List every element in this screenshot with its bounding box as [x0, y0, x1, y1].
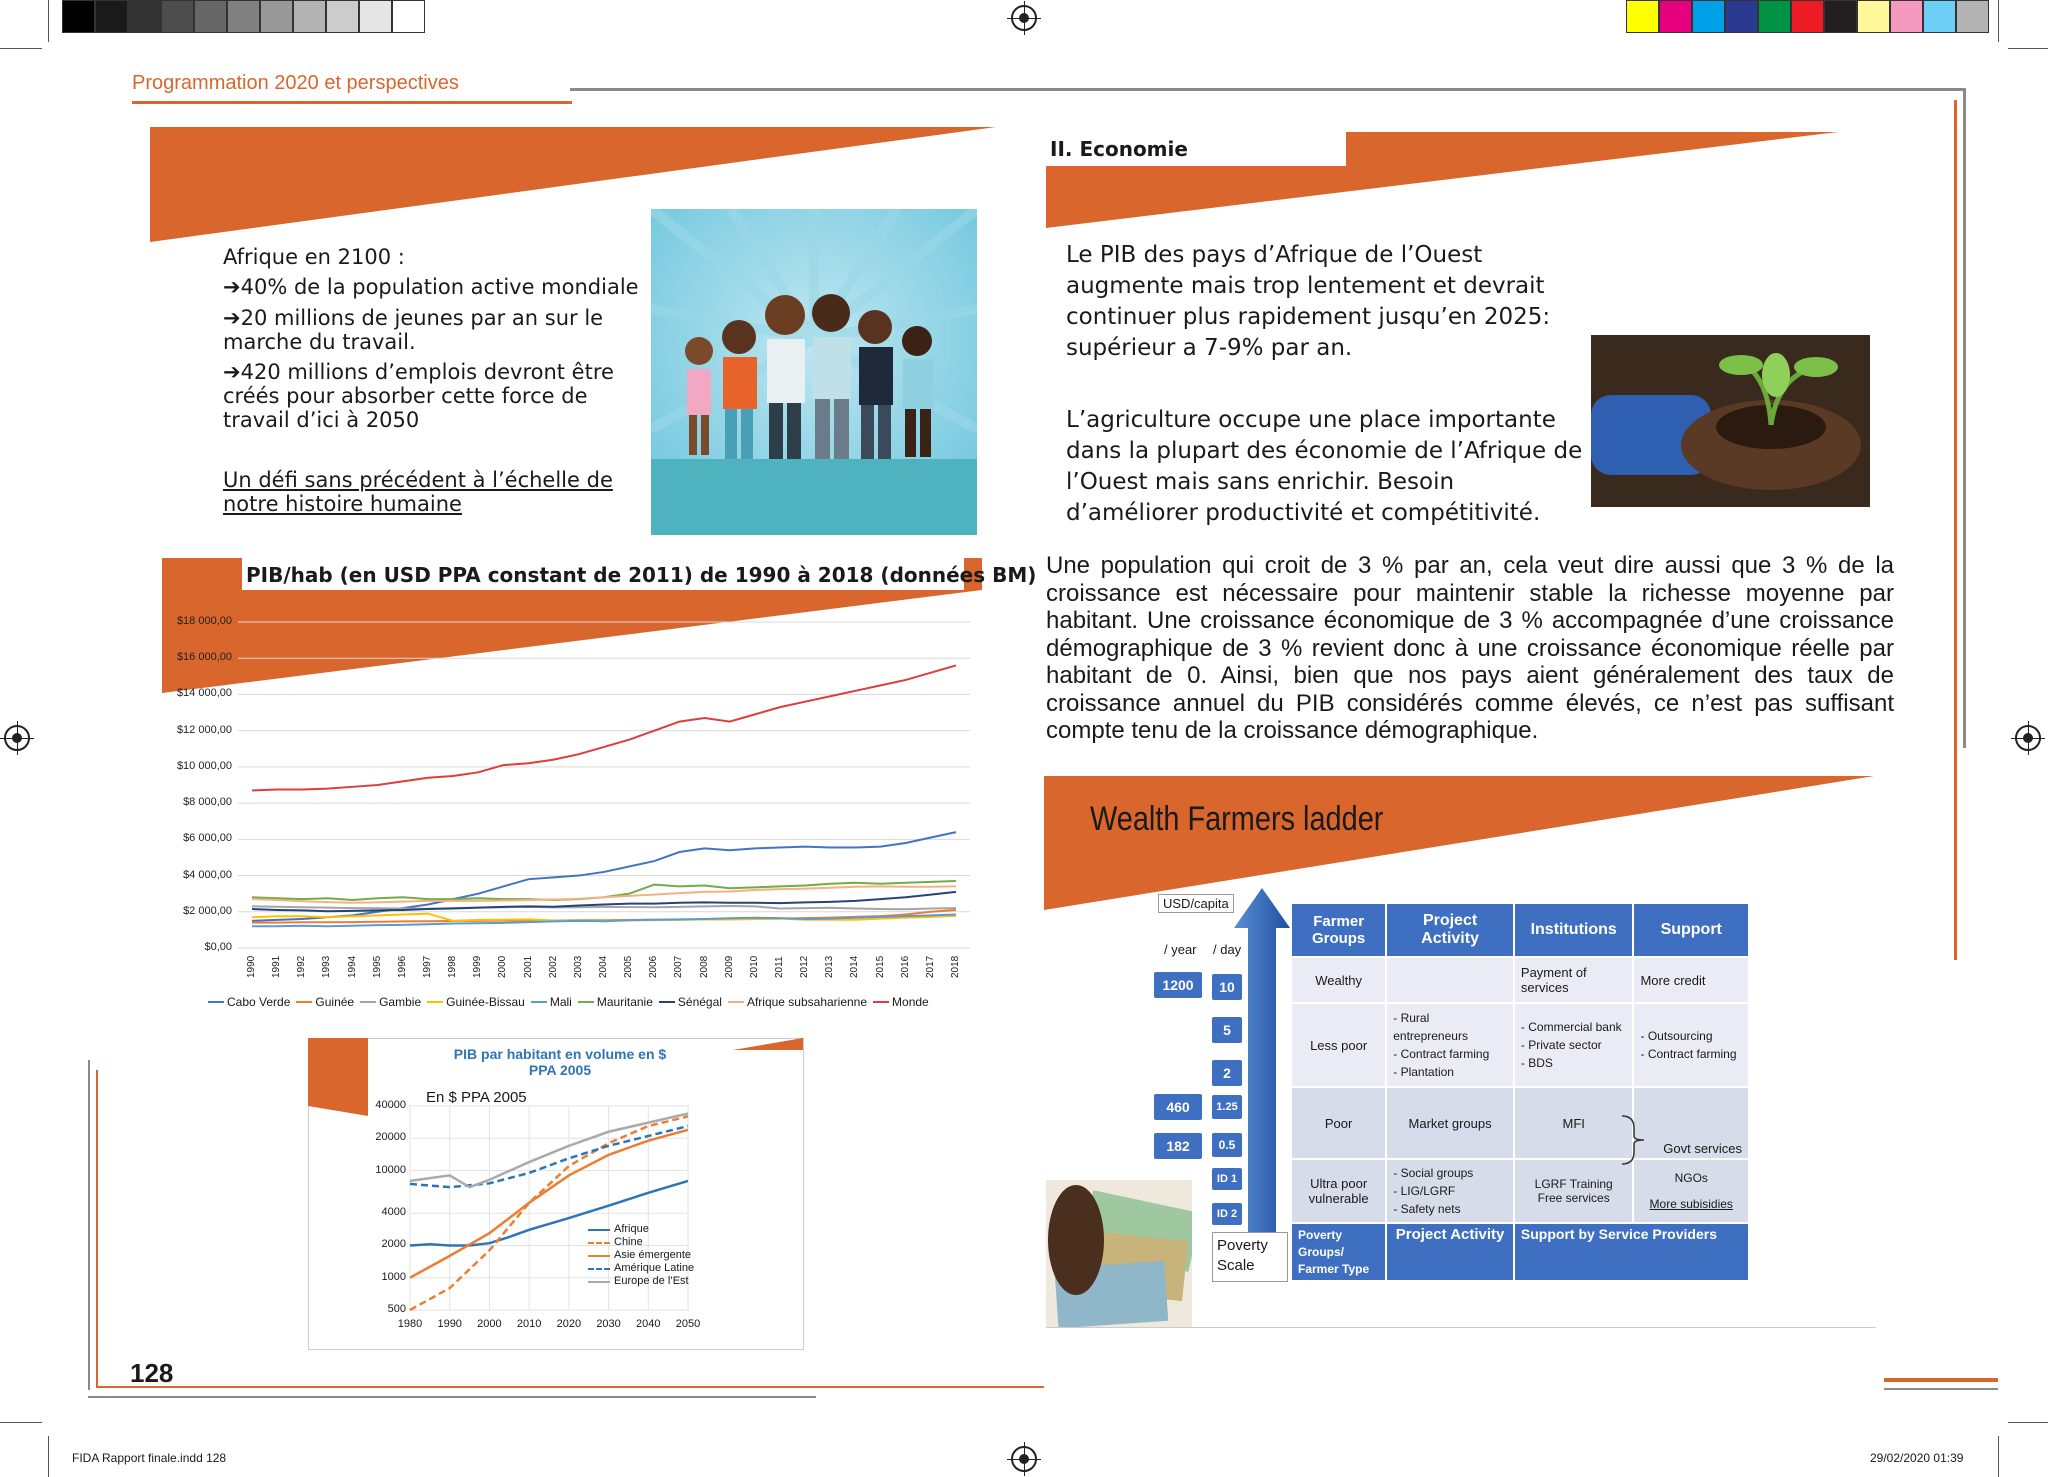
- activity-ultra-poor: [1387, 1160, 1513, 1222]
- activity-less-poor: [1387, 1004, 1513, 1086]
- color-swatch: [128, 0, 161, 33]
- legend-label: Europe de l’Est: [614, 1275, 689, 1287]
- col-header-support: Support: [1634, 904, 1748, 956]
- slug-file: FIDA Rapport finale.indd 128: [72, 1451, 227, 1465]
- legend-swatch: [427, 1001, 443, 1003]
- left-frame-grey: [88, 1060, 90, 1390]
- chart1-x-tick-label: 2009: [723, 955, 735, 978]
- bottom-rule-orange: [96, 1386, 1044, 1388]
- institutions-less-poor: [1515, 1004, 1633, 1086]
- money-photo: [1046, 1180, 1192, 1328]
- list-item: - BDS: [1521, 1054, 1627, 1072]
- registration-mark-right: [2015, 725, 2041, 751]
- col-header-project-activity: Project Activity: [1387, 904, 1513, 956]
- chart2-corner-left: [308, 1038, 368, 1116]
- chart1-x-tick-label: 2014: [849, 955, 861, 978]
- chart1-y-tick-label: $4 000,00: [183, 868, 232, 881]
- chart1-x-tick-label: 2003: [572, 955, 584, 978]
- group-less-poor: Less poor: [1292, 1004, 1385, 1086]
- chart2-y-tick-label: 500: [387, 1303, 406, 1315]
- table-row: [1292, 1160, 1748, 1222]
- chart1-y-tick-label: $18 000,00: [176, 615, 232, 627]
- chart1-legend-item: [531, 995, 572, 1009]
- registration-mark-top: [1011, 5, 1037, 31]
- list-item: - Rural entrepreneurs: [1393, 1009, 1507, 1045]
- legend-label: Afrique subsaharienne: [746, 995, 868, 1009]
- chart1-y-tick-label: $6 000,00: [183, 832, 232, 845]
- chart1-x-tick-label: 1991: [271, 955, 283, 978]
- registration-mark-bottom: [1011, 1446, 1037, 1472]
- col-header-farmer-groups: Farmer Groups: [1292, 904, 1385, 956]
- chart1-x-tick-label: 2002: [547, 955, 559, 978]
- list-item: - Private sector: [1521, 1036, 1627, 1054]
- intro-conclusion: Un défi sans précédent à l’échelle de notre histoire humaine: [223, 468, 613, 516]
- chart1-y-tick-label: $10 000,00: [176, 759, 232, 772]
- list-item: - Commercial bank: [1521, 1018, 1627, 1036]
- legend-label: Guinée-Bissau: [446, 995, 525, 1009]
- crop-mark: [0, 48, 42, 49]
- color-swatch: [326, 0, 359, 33]
- legend-swatch: [208, 1001, 224, 1003]
- legend-swatch: [531, 1001, 547, 1003]
- page-number: 128: [130, 1358, 174, 1388]
- chart2-legend-item: [588, 1262, 694, 1275]
- color-swatch: [62, 0, 95, 33]
- chart1-x-tick-label: 2010: [748, 955, 760, 978]
- legend-label: Guinée: [315, 995, 355, 1009]
- list-item: - Safety nets: [1393, 1200, 1507, 1218]
- right-frame-grey: [1963, 88, 1966, 748]
- ladder-day-label: / day: [1213, 942, 1242, 957]
- intro-point-3: ➔420 millions d’emplois devront être créés pour absorber cette force de travail d’ici à 2050: [223, 360, 614, 432]
- legend-swatch: [296, 1001, 312, 1003]
- list-item: - Contract farming: [1640, 1045, 1742, 1063]
- legend-swatch: [578, 1001, 594, 1003]
- intro-heading: Afrique en 2100 :: [223, 245, 405, 269]
- footer-project-activity: Project Activity: [1387, 1224, 1513, 1280]
- chart1-y-tick-label: $12 000,00: [176, 723, 232, 736]
- year-value-1200: 1200: [1154, 972, 1202, 998]
- color-swatch: [1923, 0, 1956, 33]
- color-swatch: [1725, 0, 1758, 33]
- list-item: NGOs: [1674, 1171, 1708, 1185]
- list-item: - LIG/LGRF: [1393, 1182, 1507, 1200]
- activity-wealthy: [1387, 958, 1513, 1002]
- economie-title: II. Economie: [1050, 137, 1188, 161]
- list-item: - Outsourcing: [1640, 1027, 1742, 1045]
- crop-mark: [0, 1422, 42, 1423]
- legend-label: Cabo Verde: [227, 995, 291, 1009]
- chart1-x-tick-label: 2012: [799, 955, 811, 978]
- crop-mark: [1998, 1436, 1999, 1477]
- chart2-legend-item: [588, 1223, 694, 1236]
- ladder-year-label: / year: [1164, 942, 1197, 957]
- ladder-table-wrap: [1290, 902, 1750, 1282]
- year-value-460: 460: [1154, 1094, 1202, 1120]
- legend-label: Asie émergente: [614, 1249, 692, 1261]
- table-row: [1292, 1088, 1748, 1158]
- support-less-poor: [1634, 1004, 1748, 1086]
- table-row: [1292, 958, 1748, 1002]
- chart1-y-tick-label: $0,00: [204, 941, 232, 953]
- chart1-x-tick-label: 2005: [623, 955, 635, 978]
- chart2-x-tick-label: 2040: [636, 1318, 661, 1330]
- color-swatch: [1758, 0, 1791, 33]
- right-bottom-rule-orange: [1884, 1378, 1998, 1382]
- right-frame-orange: [1954, 100, 1957, 960]
- legend-swatch: [588, 1229, 610, 1231]
- chart1-plot: [238, 612, 970, 952]
- chart1-legend-item: [208, 995, 290, 1009]
- chart1-x-tick-label: 1992: [296, 955, 308, 978]
- legend-swatch: [659, 1001, 675, 1003]
- chart1-x-tick-label: 2013: [824, 955, 836, 978]
- chart1-x-tick-label: 2018: [950, 955, 961, 978]
- legend-label: Sénégal: [677, 995, 722, 1009]
- legend-label: Amérique Latine: [614, 1262, 695, 1274]
- chart1-title: PIB/hab (en USD PPA constant de 2011) de 1990 à 2018 (données BM): [246, 563, 1037, 587]
- list-item: - Plantation: [1393, 1063, 1507, 1081]
- chart1-legend-item: [728, 995, 867, 1009]
- left-frame-orange: [96, 1070, 98, 1388]
- color-swatch: [95, 0, 128, 33]
- economie-para-1: Le PIB des pays d’Afrique de l’Ouest augmente mais trop lentement et devrait continuer plus rapidement jusqu’en 2025: supérieur a 7-9% par an.: [1066, 242, 1551, 361]
- chart1-y-tick-label: $2 000,00: [183, 904, 232, 917]
- chart1-x-tick-label: 2000: [497, 955, 509, 978]
- day-value-10: 10: [1212, 974, 1242, 1000]
- day-value-2: 2: [1212, 1060, 1242, 1086]
- color-swatch: [1890, 0, 1923, 33]
- chart1-x-tick-label: 2015: [874, 955, 886, 978]
- legend-swatch: [728, 1001, 744, 1003]
- ladder-axis-unit: USD/capita: [1158, 894, 1234, 913]
- legend-swatch: [360, 1001, 376, 1003]
- color-swatch: [194, 0, 227, 33]
- chart2-series-line: [410, 1114, 688, 1188]
- family-illustration: [651, 209, 977, 535]
- day-value-id1: ID 1: [1212, 1168, 1242, 1190]
- running-title: Programmation 2020 et perspectives: [132, 72, 459, 94]
- chart1-x-tick-label: 2016: [899, 955, 911, 978]
- crop-mark: [48, 0, 49, 42]
- chart1-series-line: [252, 665, 956, 790]
- bottom-rule-grey: [88, 1396, 816, 1398]
- color-swatch: [293, 0, 326, 33]
- chart1-legend-item: [427, 995, 525, 1009]
- list-item: LGRF Training: [1534, 1177, 1613, 1191]
- chart1-x-tick-label: 2008: [698, 955, 710, 978]
- chart1-series-line: [252, 906, 956, 909]
- poverty-scale-label: Poverty Scale: [1212, 1232, 1288, 1282]
- legend-swatch: [588, 1242, 610, 1244]
- legend-label: Afrique: [614, 1223, 649, 1235]
- ladder-table: [1290, 902, 1750, 1282]
- color-swatch: [1659, 0, 1692, 33]
- chart1-x-tick-label: 1990: [246, 955, 257, 978]
- intro-point-1: ➔40% de la population active mondiale: [223, 275, 639, 299]
- chart1-x-tick-label: 1996: [396, 955, 408, 978]
- intro-block: [223, 244, 643, 516]
- chart2-y-tick-label: 2000: [381, 1238, 406, 1251]
- list-item: More subisidies: [1649, 1197, 1733, 1211]
- chart2-y-tick-label: 10000: [375, 1163, 406, 1176]
- chart1-x-tick-label: 2006: [648, 955, 660, 978]
- institutions-wealthy: Payment of services: [1515, 958, 1633, 1002]
- color-swatch: [359, 0, 392, 33]
- mfi-bracket: [1620, 1114, 1646, 1166]
- chart2-x-tick-label: 2050: [675, 1318, 701, 1330]
- chart2-y-tick-label: 20000: [375, 1131, 406, 1144]
- color-swatch: [260, 0, 293, 33]
- crop-mark: [48, 1436, 49, 1477]
- chart1-legend-item: [360, 995, 421, 1009]
- legend-label: Gambie: [379, 995, 422, 1009]
- group-ultra-poor: Ultra poor vulnerable: [1292, 1160, 1385, 1222]
- legend-swatch: [588, 1281, 610, 1283]
- legend-label: Mali: [549, 995, 572, 1009]
- chart1-legend-item: [659, 995, 722, 1009]
- chart2-legend-item: [588, 1275, 694, 1288]
- chart1-x-tick-label: 1997: [422, 955, 433, 978]
- intro-point-2: ➔20 millions de jeunes par an sur le marche du travail.: [223, 306, 604, 354]
- economie-body: Une population qui croit de 3 % par an, cela veut dire aussi que 3 % de la croissance est nécessaire pour maintenir stable la richesse moyenne par habitant. Une croissance économique de 3 % accompagnée d’une croissance démographique de 3 % revient donc à une croissance économique réelle par habitant de 0. Ainsi, bien que nos pays aient généralement des taux de croissance annuel du PIB considérés comme élevés, ce n’est pas suffisant compte tenu de la croissance démographique.: [1046, 552, 1894, 744]
- chart2-x-tick-label: 1990: [437, 1318, 462, 1330]
- col-header-institutions: Institutions: [1515, 904, 1633, 956]
- group-wealthy: Wealthy: [1292, 958, 1385, 1002]
- institutions-ultra-poor: [1515, 1160, 1633, 1222]
- chart2-y-tick-label: 1000: [381, 1270, 406, 1283]
- color-swatch: [1956, 0, 1989, 33]
- list-item: - Social groups: [1393, 1164, 1507, 1182]
- footer-poverty-groups: Poverty Groups/ Farmer Type: [1292, 1224, 1385, 1280]
- chart1-legend-item: [578, 995, 653, 1009]
- color-swatch: [1857, 0, 1890, 33]
- chart1-x-tick-label: 2001: [522, 955, 534, 978]
- chart1-x-tick-label: 1993: [321, 955, 333, 978]
- chart1-legend-item: [296, 995, 354, 1009]
- legend-label: Mauritanie: [596, 995, 653, 1009]
- chart2-x-tick-label: 2010: [516, 1318, 542, 1330]
- ladder-title: Wealth Farmers ladder: [1090, 800, 1384, 838]
- activity-poor: Market groups: [1387, 1088, 1513, 1158]
- ladder-bottom-rule: [1046, 1327, 1876, 1328]
- chart1-x-tick-label: 1998: [447, 955, 459, 978]
- day-value-0-5: 0.5: [1212, 1133, 1242, 1157]
- list-item: - Contract farming: [1393, 1045, 1507, 1063]
- chart2-x-tick-label: 2000: [477, 1318, 502, 1330]
- right-bottom-rule-grey: [1884, 1388, 1998, 1390]
- chart2-x-tick-label: 2020: [556, 1318, 582, 1330]
- chart2-legend: [588, 1223, 694, 1288]
- crop-mark: [2008, 1422, 2048, 1423]
- chart2-title: PIB par habitant en volume en $ PPA 2005: [453, 1046, 667, 1078]
- color-swatch: [227, 0, 260, 33]
- day-value-5: 5: [1212, 1017, 1242, 1043]
- color-swatch: [1824, 0, 1857, 33]
- chart2-corner-right: [733, 1038, 803, 1050]
- registration-mark-left: [4, 725, 30, 751]
- color-swatch: [1692, 0, 1725, 33]
- legend-swatch: [588, 1255, 610, 1257]
- header-rule-grey: [570, 88, 1966, 91]
- slug-date: 29/02/2020 01:39: [1870, 1451, 1964, 1465]
- chart1-y-tick-label: $14 000,00: [176, 687, 232, 700]
- chart2-legend-item: [588, 1249, 694, 1262]
- chart1-y-tick-label: $16 000,00: [176, 651, 232, 664]
- chart2-y-tick-label: 4000: [381, 1206, 406, 1219]
- chart1-x-tick-label: 1999: [472, 955, 484, 978]
- ladder-banner: [1044, 776, 1874, 910]
- support-ultra-poor: [1634, 1160, 1748, 1222]
- hands-soil-photo: [1591, 335, 1870, 507]
- list-item: Free services: [1537, 1191, 1610, 1205]
- day-value-id2: ID 2: [1212, 1203, 1242, 1225]
- chart1-x-tick-label: 1994: [346, 955, 358, 978]
- legend-label: Monde: [892, 995, 929, 1009]
- color-swatch: [392, 0, 425, 33]
- chart2-x-tick-label: 2030: [596, 1318, 621, 1330]
- economie-para-2: L’agriculture occupe une place importante dans la plupart des économie de l’Afrique de l’Ouest mais sans enrichir. Besoin d’améliorer productivité et compétitivité.: [1066, 407, 1583, 526]
- color-swatch: [1791, 0, 1824, 33]
- institutions-poor: MFI: [1515, 1088, 1633, 1158]
- footer-support-providers: Support by Service Providers: [1515, 1224, 1748, 1280]
- chart2-y-tick-label: 40000: [375, 1099, 406, 1111]
- legend-label: Chine: [614, 1236, 643, 1248]
- legend-swatch: [588, 1268, 610, 1270]
- legend-swatch: [873, 1001, 889, 1003]
- chart2-legend-item: [588, 1236, 694, 1249]
- chart1-legend: [208, 988, 988, 1009]
- header-rule-orange: [132, 101, 572, 104]
- chart1-x-tick-label: 2011: [774, 956, 785, 978]
- crop-mark: [1998, 0, 1999, 42]
- chart2-ylabel: En $ PPA 2005: [426, 1089, 527, 1106]
- chart1-x-tick-label: 1995: [371, 955, 383, 978]
- chart1-legend-item: [873, 995, 929, 1009]
- day-value-1-25: 1.25: [1212, 1095, 1242, 1119]
- chart2-plot: [370, 1100, 720, 1336]
- color-swatch: [1626, 0, 1659, 33]
- chart2-x-tick-label: 1980: [397, 1318, 423, 1330]
- chart1-x-tick-label: 2004: [598, 955, 609, 978]
- table-row: [1292, 1004, 1748, 1086]
- support-wealthy: More credit: [1634, 958, 1748, 1002]
- crop-mark: [2008, 48, 2048, 49]
- chart1-y-tick-label: $8 000,00: [183, 796, 232, 809]
- color-swatch: [161, 0, 194, 33]
- support-poor: Govt services: [1634, 1088, 1748, 1158]
- chart1-x-tick-label: 2007: [673, 955, 685, 978]
- year-value-182: 182: [1154, 1133, 1202, 1159]
- group-poor: Poor: [1292, 1088, 1385, 1158]
- chart1-x-tick-label: 2017: [924, 955, 936, 978]
- ladder-up-arrow: [1234, 888, 1290, 1248]
